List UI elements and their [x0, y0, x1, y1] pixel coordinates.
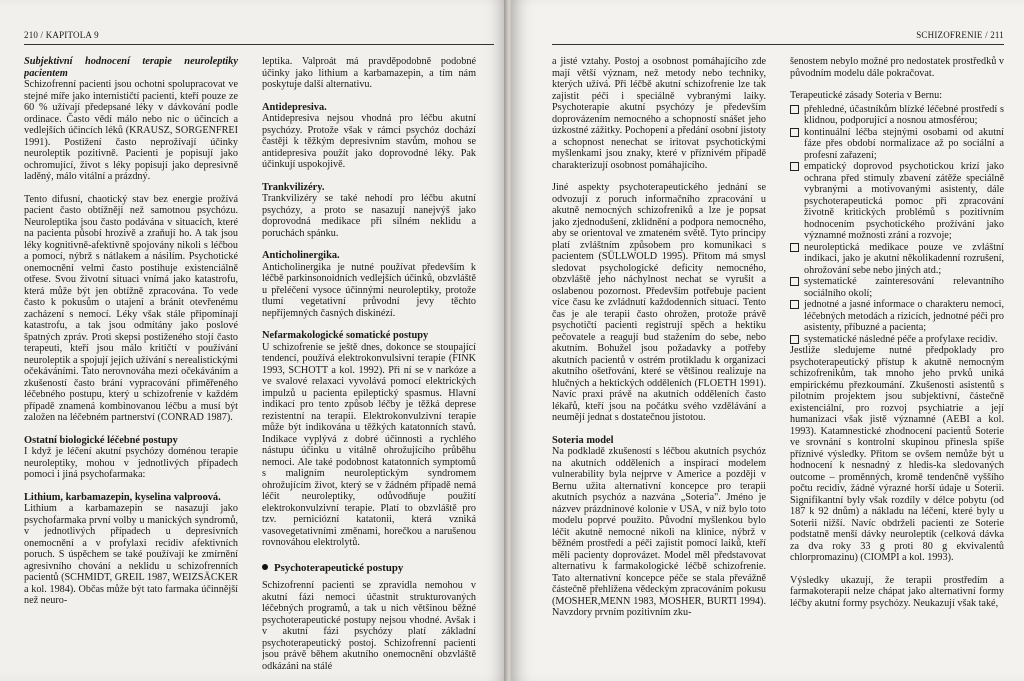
subsection-heading: Lithium, karbamazepin, kyselina valproová. — [24, 491, 221, 503]
paragraph: leptika. Valproát má pravděpodobně podobné účinky jako lithium a karbamazepin, a tím nám poskytuje další alternativu. — [262, 56, 476, 90]
right-page — [512, 0, 1024, 681]
paragraph: Schizofrenní pacienti jsou ochotni spolupracovat ve stejné míře jako internističtí pacienti, kteří pouze ze 60 % užívají předepsané léky v dávkování podle ordinace. Často vědí málo nebo nic o účincích a vedlejších účincích léků (KRAUSZ, SORGENFREI 1991). Postižení často neprožívají účinky neuroleptik pozitivně. Pacienti je popisují jako ochromující, život s léky popisují jako depresivně laděný, málo vitální a prázdný. — [24, 79, 238, 182]
list-item: systematické následné péče a profylaxe recidiv. — [790, 334, 1004, 346]
list-item: přehledné, účastníkům blízké léčebné prostředí s klidnou, podporující a nosnou atmosférou; — [790, 104, 1004, 127]
principles-list — [790, 104, 1004, 346]
checkbox-icon — [790, 300, 799, 309]
list-item: empatický doprovod psychotickou krizí jako ochrana před stimuly zbavení zátěže speciálně vybranými a motivovanými asistenty, dále psychoterapeutická pomoc při zpracování životně kritických problémů s pozitivním hodnocením psychotického prožívání jako významné možnosti zrání a rozvoje; — [790, 161, 1004, 242]
paragraph: I když je léčení akutní psychózy doménou terapie neuroleptiky, mohou v jednotlivých případech pomoci i jiná psychofarmaka: — [24, 446, 238, 480]
checkbox-icon — [790, 277, 799, 286]
subsection-heading: Antidepresiva. — [262, 101, 327, 113]
paragraph: Schizofrenní pacienti se zpravidla nemohou v akutní fázi nemoci účastnit strukturovaných léčebných programů, a tak u nich většinou běžné psychoterapeutické postupy nejsou vhodné. Avšak i v akutní fázi psychózy platí základní psychoterapeutický postoj. Schizofrenní pacienti jsou právě během akutního onemocnění obzvláště odkázáni na stálé — [262, 580, 476, 672]
subsection-heading: Trankvilizéry. — [262, 181, 325, 193]
checkbox-icon — [790, 128, 799, 137]
paragraph: Výsledky ukazují, že terapii prostředím a farmakoterapii nelze chápat jako alternativní formy léčby akutní formy psychózy. Neukazují však také, — [790, 574, 1004, 609]
section-heading: Ostatní biologické léčebné postupy — [24, 434, 178, 446]
list-item: systematické zainteresování relevantního sociálního okolí; — [790, 276, 1004, 299]
column-3 — [552, 56, 766, 676]
paragraph: Antidepresiva nejsou vhodná pro léčbu akutní psychózy. Protože však v rámci psychóz dochází častěji k těžkým depresivním stavům, mohou se antidepresiva použít jako doprovodné léky. Pak účinkují uspokojivě. — [262, 113, 476, 170]
section-heading: Nefarmakologické somatické postupy — [262, 330, 429, 341]
list-item: jednotné a jasné informace o charakteru nemoci, léčebných metodách a rizicích, jednotné péči pro asistenty, příbuzné a pacienta; — [790, 299, 1004, 334]
checkbox-icon — [790, 105, 799, 114]
paragraph: Lithium a karbamazepin se nasazují jako psychofarmaka první volby u manických syndromů, v jednotlivých případech u depresivních onemocnění a v profylaxi recidiv afektivních poruch. S úspěchem se také používají ke zmírnění agresivního chování a neklidu u schizofrenních pacientů (SCHMIDT, GREIL 1987, WEIZSÄCKER a kol. 1984). Občas může být tato farmaka účinnější než neuro- — [24, 503, 238, 606]
paragraph: Trankvilizéry se také nehodí pro léčbu akutní psychózy, a proto se nasazují nanejvýš jako doprovodná medikace při silném neklidu a poruchách spánku. — [262, 193, 476, 239]
checkbox-icon — [790, 335, 799, 344]
paragraph: šenostem nebylo možné pro nedostatek prostředků v původním modelu dále pokračovat. — [790, 56, 1004, 79]
page-header-left: 210 / KAPITOLA 9 — [24, 30, 99, 40]
paragraph: Jestliže sledujeme nutné předpoklady pro psychoterapeutický přístup k akutně nemocným schizofrenikům, tak mnoho jeho prvků uniká empirickému přezkoumání. Zkušenosti asistentů s pilotním projektem jsou subjektivní, částečně existenciální, pro rozvoj psychiatrie a její humanizaci však jistě významné (AEBI a kol. 1993). Katamnestické zhodnocení pacientů Soterie ve srovnání s kontrolní skupinou přinesla spíše příznivé výsledky. Přitom se ovšem nemůže být u hodnocení k nesnadný z hledis-ka sledovaných outcome – proměnných, kromě tendenčně vyššího počtu recidiv, žádné výrazné horší údaje u Soterii. Signifikantní byly však rozdíly v délce pobytu (od 187 k 92 dnům) a nákladu na léčení, které byly u Soterii nižší. Navíc obdrželi pacienti ze Soterie podstatně menší dávky neuroleptik (celková dávka za dva roky 33 g proti 80 g ekvivalentů chlorpromazinu) (CIOMPI a kol. 1993). — [790, 345, 1004, 563]
subsection-heading: Anticholinergika. — [262, 250, 340, 261]
paragraph: Tento difusní, chaotický stav bez energie prožívá pacient často obtížněji než samotnou psychózu. Neuroleptika jsou často podávána v situacích, které na pacienta působí hrozivě a zraňují ho. A tak jsou léky kognitivně-afektivně spojovány nikoli s léčbou a pomocí, nýbrž s nátlakem a násilím. Psychotické onemocnění velmi často postihuje existenciálně otřese. Svou životní situaci vnímá jako katastrofu, která může být jen obtížně zpracována. To vede často k pokusům o utajení a bránit otevřenému zacházení s nemocí. Léky však stále připomínají katastrofu, a tak jsou odmítány jako poslové špatných zpráv. Proti skepsi postiženého stojí často terapeuti, kteří jsou málo kritičtí v používání neuroleptik a spojují jejich užívání s nerealistickými očekáváními. Tato nerovnováha mezi očekáváním a zkušeností často brání vypracování přiměřeného léčebného postupu, který u schizofrenie v každém případě znamená kombinovanou léčbu a musí být založen na léčebném partnerství (CONRAD 1987). — [24, 193, 238, 423]
paragraph: Anticholinergika je nutné používat především k léčbě parkinsonoidních vedlejších účinků, obzvláště u přeléčení vysoce účinnými neuroleptiky, protože tlumí vegetativní průvodní jevy těchto nepříjemných časných diskinézí. — [262, 261, 476, 319]
checkbox-icon — [790, 243, 799, 252]
paragraph: U schizofrenie se ještě dnes, dokonce se stoupající tendencí, používá elektrokonvulsivní terapie (FINK 1993, SCHOTT a kol. 1992). Při ní se v narkóze a ve svalové relaxaci vyvolává pomocí elektrických impulzů u pacienta epileptický spasmus. Hlavní indikací pro tento způsob léčby je těžká deprese rezistentní na terapii. Elektrokonvulzivní terapie může být indikována u těžkých katatonních stavů. Indikace vyplývá z dobré účinnosti a rychlého nástupu účinku u vitálně ohrožujícího průběhu nemoci. Ale také podobnost katatonních symptomů s maligním neuroleptickým syndromem ohrožujícím život, který se v žádném případě nemá léčit neuroleptiky, odůvodňuje použití elektrokonvulzivní terapie. Platí to obzvláště pro tzv. perniciózní katatonii, která vzniká vasovegetativními změnami, horečkou a narušenou rovnováhou elektrolytů. — [262, 341, 476, 548]
paragraph: Terapeutické zásady Soteria v Bernu: — [790, 90, 943, 101]
bullet-icon — [262, 564, 268, 570]
column-2 — [262, 56, 476, 676]
section-heading: Subjektivní hodnocení terapie neuroleptiky pacientem — [24, 56, 238, 79]
paragraph: Jiné aspekty psychoterapeutického jednání se odvozují z poruch informačního zpracování u akutně nemocných schizofreniků a lze je popsat jako zjednodušení, zklidnění a podpora nemocného, aby se orientoval ve zmateném světě. Tyto principy platí zvláštním způsobem pro komunikaci s pacientem (SÜLLWOLD 1995). Přitom má smysl sledovat psychologické deficity nemocného, obzvláště jeho náchylnost nechat se vyrušit a oslabenou pozornost. Především potřebuje pacient více času ke zvládnutí každodenních situací. Tento čas je ale terapii často ohrožen, protože právě psychotičtí pacienti registrují spěch a hektiku pečovatele a reagují bud stažením do sebe, nebo akutním. Bohužel jsou požadavky a potřeby akutních pacientů v ostrém protikladu k organizaci akutního ošetřování, které se většinou realizuje na hlučných a hektických odděleních (FLOETH 1991). Navíc praxi právě na akutních odděleních často lékařů, kteří jsou na počátku svého vzdělávání a neumějí jednat s dostatečnou jistotou. — [552, 182, 766, 423]
paragraph: a jisté vztahy. Postoj a osobnost pomáhajícího zde mají větší význam, než metody nebo techniky, kterých užívá. Při léčbě akutní schizofrenie lze tak zajistit péči i speciálně vybranými laiky. Psychoterapie akutní psychózy je především doprovázením nemocného a schopností snášet jeho úzkostné zážitky. Pochopení a předání osobní jistoty a schopnost nenechat se iritovat psychotickými myšlenkami jsou znaky, které v příznivém případě charakterizují osobnost pomáhajícího. — [552, 56, 766, 171]
left-page — [0, 0, 506, 681]
column-1 — [24, 56, 238, 676]
paragraph: Na podkladě zkušeností s léčbou akutních psychóz na akutních odděleních a inspirací modelem vulnerability byla nejprve v Americe a později v Bernu užita alternativní koncepce pro terapii akutních psychóz a nazvána „Soteria". Jméno je názvev prázdninové kolonie v USA, v níž bylo toto modelu poprvé použito. Původní myšlenkou bylo léčit akutně nemocné nikoli na klinice, nýbrž v běžném prostředí a péči zajistit pomocí laiků, kteří měli pacienty doprovázet. Model měl představovat alternativu k farmakologické léčbě schizofrenie. Tato alternativní koncepce péče se stala převážně částečně přehlížena vědeckým zpracováním pokusu (MOSHER,MENN 1983, MOSHER, BURTI 1994). Navzdory prvním pozitivním zku- — [552, 446, 766, 618]
checkbox-icon — [790, 162, 799, 171]
list-item: neuroleptická medikace pouze ve zvláštní indikaci, jako je akutní několikadenní rozrušení, ohrožování sebe nebo jiných atd.; — [790, 242, 1004, 277]
list-item: kontinuální léčba stejnými osobami od akutní fáze přes období normalizace až po sociální a profesní zařazení; — [790, 127, 1004, 162]
header-rule-left — [24, 44, 494, 45]
section-heading: Soteria model — [552, 434, 614, 446]
major-heading — [262, 563, 476, 575]
page-header-right: SCHIZOFRENIE / 211 — [916, 30, 1004, 40]
column-4 — [790, 56, 1004, 676]
major-heading-text: Psychoterapeutické postupy — [274, 561, 404, 574]
header-rule-right — [552, 44, 1004, 45]
